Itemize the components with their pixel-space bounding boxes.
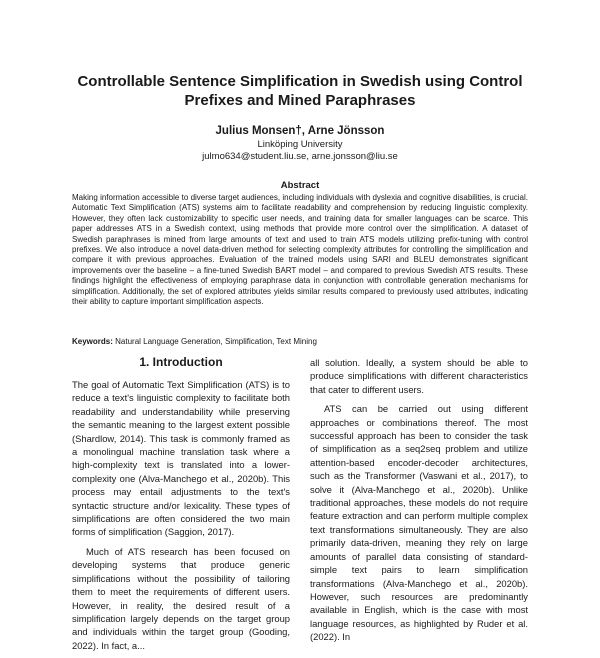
left-column — [72, 378, 290, 658]
abstract-heading: Abstract — [280, 180, 320, 191]
paper-title: Controllable Sentence Simplification in Swedish using Control Prefixes and Mined Paraphrases — [77, 73, 523, 109]
author-emails: julmo634@student.liu.se, arne.jonsson@liu.se — [202, 151, 398, 162]
paragraph: Much of ATS research has been focused on developing systems that produce generic simplifications without the possibility of tailoring them to meet the requirements of different users. However, in reality, the desired result of a simplification largely depends on the target group and individuals within the target group (Gooding, 2022). In fact, a... — [72, 545, 290, 651]
affiliation: Linköping University — [257, 139, 343, 150]
keywords-label: Keywords: — [72, 337, 113, 346]
paragraph: all solution. Ideally, a system should be able to produce simplifications with different characteristics that cater to different users. — [310, 357, 528, 395]
paragraph: ATS can be carried out using different approaches or combinations thereof. The most successful approach has been to consider the task of simplification as a seq2seq problem and utilize attention-based encoder-decoder architectures, such as the Transformer (Vaswani et al., 2017), to solve it (Alva-Manchego et al., 2020b). Unlike traditional approaches, these models do not require feature extraction and can perform multiple complex text transformations simultaneously. They are also primarily data-driven, meaning they rely on large amounts of parallel data consisting of standard-simple text pairs to learn simplification transformations (Alva-Manchego et al., 2020b). However, such resources are predominantly available in English, which is the case with most language resources, as highlighted by Ruder et al. (2022). In — [310, 403, 528, 643]
section-heading-introduction: 1. Introduction — [139, 355, 223, 369]
keywords-line — [72, 337, 528, 347]
keywords-text: Natural Language Generation, Simplification, Text Mining — [115, 337, 317, 346]
abstract-body: Making information accessible to diverse target audiences, including individuals with dyslexia and cognitive disabilities, is crucial. Automatic Text Simplification (ATS) systems aim to facilitate readability and comprehension by reducing linguistic complexity. However, they often lack customizability to specific user needs, and training data for smaller languages can be scarce. This paper addresses ATS in a Swedish context, using methods that provide more control over the simplification. A dataset of Swedish paraphrases is mined from large amounts of text and used to train ATS models utilizing prefix-tuning with control prefixes. We also introduce a novel data-driven method for selecting complexity attributes for controlling the simplification and compare it with previous approaches. Evaluation of the trained models using SARI and BLEU demonstrates significant improvements over the baseline – a fine-tuned Swedish BART model – and compared to previous Swedish ATS results. These findings highlight the effectiveness of employing paraphrase data in conjunction with controllable generation mechanisms for simplification. Additionally, the set of explored attributes yields similar results compared to previously used attributes, indicating their ability to capture important simplification aspects. — [72, 193, 528, 307]
right-column — [310, 356, 528, 650]
paragraph: The goal of Automatic Text Simplification (ATS) is to reduce a text's linguistic complexity to facilitate both readability and understandability while preserving the semantic meaning to the largest extent possible (Shardlow, 2014). This task is commonly framed as a monolingual machine translation task where a high-complexity text is translated into a lower-complexity one (Alva-Manchego et al., 2020b). This process may entail adjustments to the text's syntactic structure and/or lexicality. These types of simplifications are often considered the two main forms of simplification (Saggion, 2017). — [72, 379, 290, 538]
author-list: Julius Monsen†, Arne Jönsson — [215, 125, 385, 137]
